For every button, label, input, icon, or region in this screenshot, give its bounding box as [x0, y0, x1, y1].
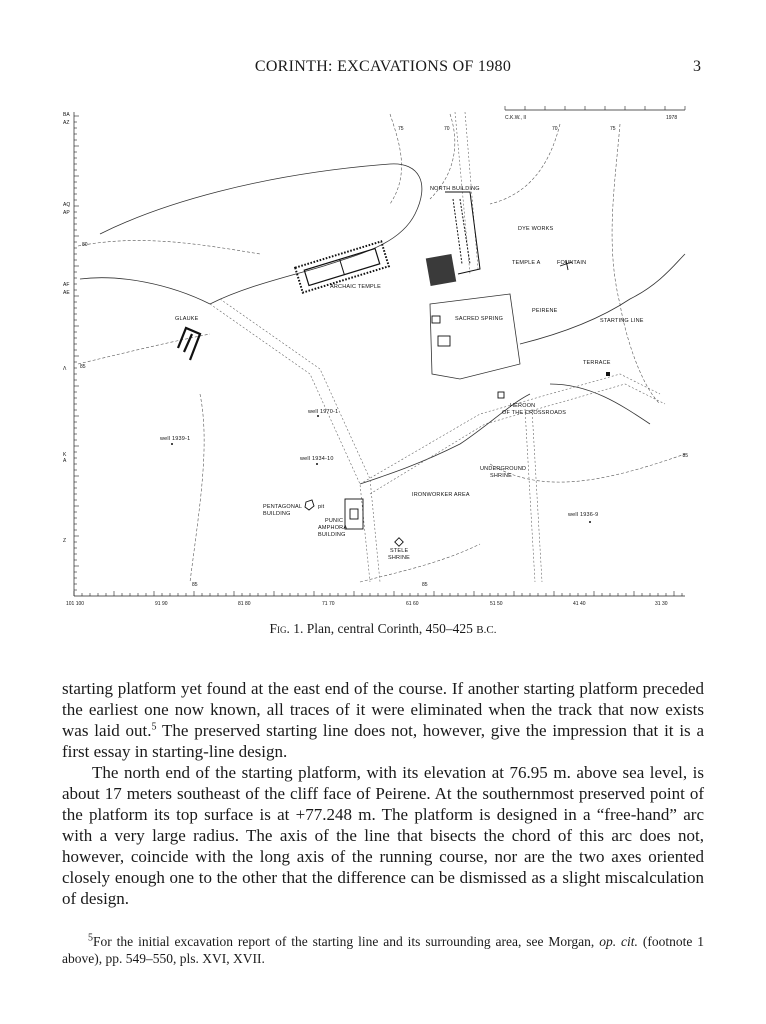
- contour-label: 70: [552, 126, 558, 132]
- figure-year: 1978: [666, 115, 678, 121]
- stele-shrine-marker: [395, 538, 403, 546]
- contour-label: 70: [444, 126, 450, 132]
- footnote-text: (footnote 1 above), pp. 549–550, pls. XVI, XVII.: [62, 934, 704, 966]
- well-marker: [317, 415, 319, 417]
- left-axis-label: AP: [63, 210, 70, 216]
- contour-line: [490, 124, 560, 204]
- label-well-1936: well 1936-9: [568, 512, 599, 518]
- sacred-spring-building: [438, 336, 450, 346]
- site-plan-figure: [60, 104, 690, 609]
- punic-amphora-building-plan: [345, 499, 363, 529]
- road-line: [532, 409, 542, 582]
- label-stele-shrine: SHRINE: [388, 555, 410, 561]
- terrain-outline: [550, 384, 650, 424]
- left-axis-label: A: [63, 458, 67, 464]
- contour-line: [612, 124, 660, 404]
- label-underground-shrine: SHRINE: [490, 473, 512, 479]
- terrain-outline: [430, 294, 520, 379]
- road-line: [455, 112, 470, 274]
- footnote: [62, 933, 704, 967]
- heroon-structure: [498, 392, 504, 398]
- label-ironworker-area: IRONWORKER AREA: [412, 492, 470, 498]
- bottom-axis-label: 61 60: [406, 601, 419, 607]
- footnote-reference: 5: [151, 721, 157, 733]
- contour-label: 80: [82, 242, 88, 248]
- figure-number: Fig. 1.: [269, 621, 304, 636]
- contour-label: 75: [398, 126, 404, 132]
- paragraph-text: The preserved starting line does not, however, give the impression that it is a first essay in starting-line design.: [62, 721, 704, 761]
- label-pentagonal-building: BUILDING: [263, 511, 291, 517]
- paragraph: The north end of the starting platform, with its elevation at 76.95 m. above sea level, is about 17 meters southeast of the cliff face of Peirene. At the southernmost preserved point of the platform its top surface is at +77.248 m. The platform is designed in a “free-hand” arc with a very large radius. The axis of the line that bisects the chord of this arc does not, however, coincide with the long axis of the running course, nor are the two axes oriented closely enough one to the other that the difference can be dismissed as a slight miscalculation of design.: [62, 763, 704, 908]
- left-axis-label: AQ: [63, 202, 71, 208]
- road-line: [370, 384, 665, 494]
- label-stele: STELE: [390, 548, 409, 554]
- body-text: [62, 678, 704, 909]
- figure-caption-text: Plan, central Corinth, 450–425: [306, 621, 473, 636]
- bottom-axis-label: 91 90: [155, 601, 168, 607]
- label-archaic-temple: ARCHAIC TEMPLE: [330, 284, 381, 290]
- footnote-citation: op. cit.: [599, 934, 638, 949]
- label-pentagonal: PENTAGONAL: [263, 504, 303, 510]
- well-marker: [316, 463, 318, 465]
- road-line: [220, 299, 380, 582]
- bottom-axis-label: 71 70: [322, 601, 335, 607]
- label-sacred-spring: SACRED SPRING: [455, 316, 504, 322]
- label-north-building: NORTH BUILDING: [430, 186, 480, 192]
- glauke-fountain-plan: [178, 328, 200, 360]
- well-marker: [589, 521, 591, 523]
- bottom-axis-label: 41 40: [573, 601, 586, 607]
- left-axis-label: K: [63, 452, 67, 458]
- bottom-axis-label: 51 50: [490, 601, 503, 607]
- road-line: [210, 304, 370, 582]
- contour-label: 85: [192, 582, 198, 588]
- bottom-axis-label: 101 100: [66, 601, 85, 607]
- paragraph: [62, 678, 704, 762]
- contour-line: [78, 241, 260, 254]
- label-starting-line: STARTING LINE: [600, 318, 644, 324]
- running-title: CORINTH: EXCAVATIONS OF 1980: [254, 58, 512, 75]
- contour-label: 85: [422, 582, 428, 588]
- contour-label: 85: [682, 453, 688, 459]
- footnote-text: For the initial excavation report of the starting line and its surrounding area, see Morgan,: [93, 934, 600, 949]
- sacred-spring-structure: [432, 316, 440, 323]
- left-axis-label: BA: [63, 112, 70, 118]
- paragraph-text: starting platform yet found at the east end of the course. If another starting platform preceded the earliest one now known, all traces of it were eliminated when the track that now exists was laid out.: [62, 679, 704, 740]
- left-axis-label: Z: [63, 538, 67, 544]
- bottom-axis-label: 81 80: [238, 601, 251, 607]
- label-temple-a: TEMPLE A: [512, 260, 541, 266]
- contour-line: [360, 544, 480, 582]
- label-well-1934: well 1934-10: [300, 456, 334, 462]
- terrain-outline: [520, 254, 685, 344]
- figure-caption: [0, 621, 766, 637]
- figure-caption-era: B.C.: [476, 624, 497, 636]
- label-underground: UNDERGROUND: [480, 466, 527, 472]
- terrain-outline: [80, 278, 210, 304]
- bottom-axis-label: 31 30: [655, 601, 668, 607]
- terrace-marker: [606, 372, 610, 376]
- label-punic-amphora: AMPHORA: [318, 525, 348, 531]
- pentagonal-building-plan: [305, 500, 314, 510]
- label-pit: pit: [318, 504, 325, 510]
- label-glauke: GLAUKE: [175, 316, 199, 322]
- left-axis-label: Λ: [63, 366, 67, 372]
- left-axis-label: AF: [63, 282, 70, 288]
- label-heroon: HEROON: [510, 403, 536, 409]
- contour-line: [190, 394, 204, 582]
- figure-credit: C.K.W., II: [505, 115, 527, 121]
- hatched-structure: [426, 254, 456, 286]
- label-punic-building: BUILDING: [318, 532, 346, 538]
- left-axis-label: AZ: [63, 120, 70, 126]
- footnote-marker: 5: [88, 932, 93, 944]
- label-dye-works: DYE WORKS: [518, 226, 554, 232]
- left-axis-label: AE: [63, 290, 70, 296]
- label-terrace: TERRACE: [583, 360, 611, 366]
- label-well-1939: well 1939-1: [160, 436, 191, 442]
- well-marker: [171, 443, 173, 445]
- label-punic: PUNIC: [325, 518, 344, 524]
- label-heroon-crossroads: OF THE CROSSROADS: [502, 410, 567, 416]
- contour-label: 85: [80, 364, 86, 370]
- page-number: 3: [693, 58, 701, 75]
- label-well-1970: well 1970-1: [308, 409, 339, 415]
- label-peirene: PEIRENE: [532, 308, 558, 314]
- label-fountain: FOUNTAIN: [557, 260, 587, 266]
- contour-label: 75: [610, 126, 616, 132]
